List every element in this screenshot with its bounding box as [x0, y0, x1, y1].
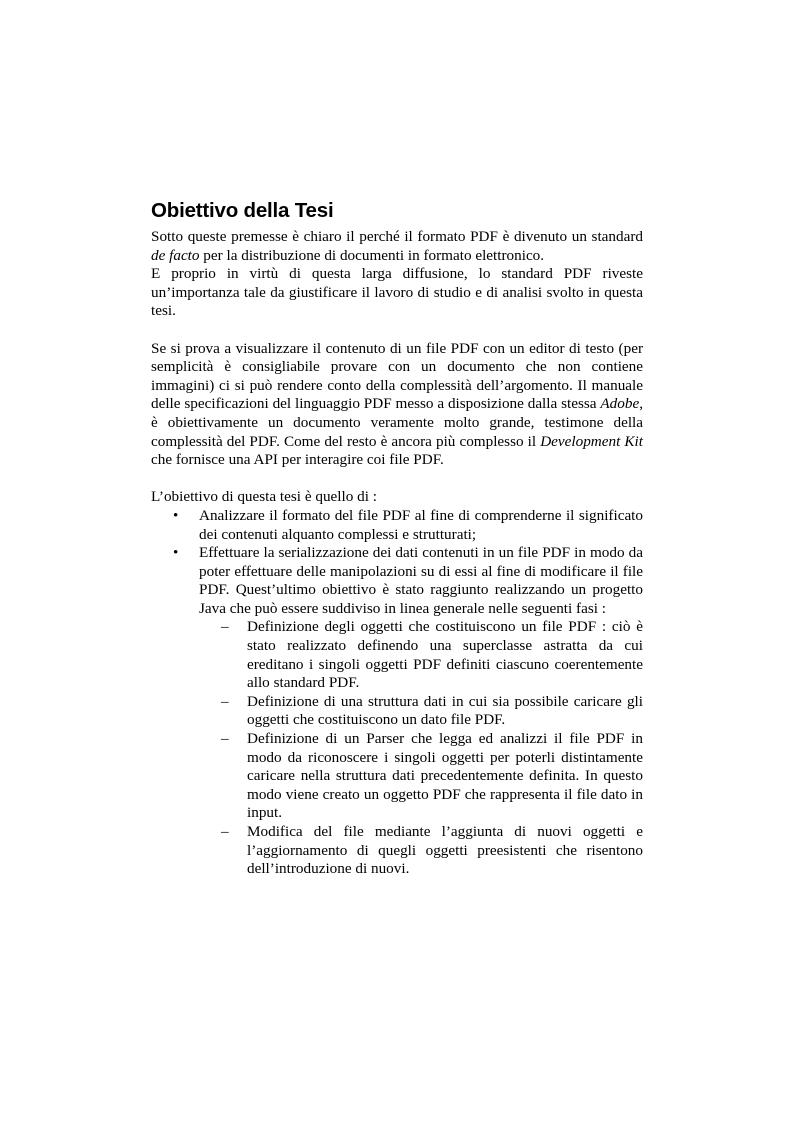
dash-icon: –	[221, 730, 229, 748]
paragraph-diffusion: E proprio in virtù di questa larga diffusione, lo standard PDF riveste un’importanza tale da giustificare il lavoro di studio e di analisi svolto in questa tesi.	[151, 265, 643, 320]
paragraph-complexity-text-2: , è obiettivamente un documento veramente molto grande, testimone della complessità del PDF. Come del resto è ancora più complesso il	[151, 395, 643, 450]
paragraph-spacer	[151, 321, 643, 340]
objectives-list	[151, 507, 643, 879]
bullet-icon: •	[173, 544, 179, 562]
paragraph-premise	[151, 228, 643, 265]
paragraph-complexity-text-1: Se si prova a visualizzare il contenuto di un file PDF con un editor di testo (per semplicità è consigliabile provare con un documento che non contiene immagini) ci si può rendere conto della complessità dell’argomento. Il manuale delle specificazioni del linguaggio PDF messo a disposizione dalla stessa	[151, 339, 643, 413]
dash-icon: –	[221, 618, 229, 636]
paragraph-premise-text-2: per la distribuzione di documenti in formato elettronico.	[199, 246, 545, 264]
list-item	[199, 618, 643, 692]
dash-icon: –	[221, 823, 229, 840]
list-item-text: Definizione di un Parser che legga ed analizzi il file PDF in modo da riconoscere i singoli oggetti per poterli distintamente caricare nella struttura dati precedentemente definita. In questo modo viene creato un oggetto PDF che rappresenta il file dato in input.	[247, 730, 643, 822]
list-item	[151, 544, 643, 879]
document-page	[151, 198, 643, 879]
list-item	[151, 507, 643, 544]
paragraph-complexity-emphasis-adobe: Adobe	[600, 395, 640, 413]
paragraph-complexity-emphasis-kit: Development Kit	[540, 432, 643, 450]
paragraph-spacer	[151, 470, 643, 489]
list-item-text: Analizzare il formato del file PDF al fine di comprenderne il significato dei contenuti alquanto complessi e strutturati;	[199, 506, 643, 543]
list-item-text: Definizione di una struttura dati in cui sia possibile caricare gli oggetti che costituiscono un dato file PDF.	[247, 692, 643, 729]
list-item-text: Definizione degli oggetti che costituiscono un file PDF : ciò è stato realizzato definendo una superclasse astratta da cui ereditano i singoli oggetti PDF definiti ciascuno coerentemente allo standard PDF.	[247, 618, 643, 692]
phases-list	[199, 618, 643, 878]
paragraph-complexity	[151, 340, 643, 470]
list-item	[199, 693, 643, 730]
list-item	[199, 823, 643, 879]
paragraph-premise-text-1: Sotto queste premesse è chiaro il perché il formato PDF è divenuto un standard	[151, 228, 643, 245]
list-item-text: Modifica del file mediante l’aggiunta di nuovi oggetti e l’aggiornamento di quegli oggetti preesistenti che risentono dell’introduzione di nuovi.	[247, 823, 643, 878]
dash-icon: –	[221, 692, 229, 710]
list-intro: L’obiettivo di questa tesi è quello di :	[151, 488, 377, 506]
list-item-text: Effettuare la serializzazione dei dati contenuti in un file PDF in modo da poter effettuare delle manipolazioni su di essi al fine di modificare il file PDF. Quest’ultimo obiettivo è stato raggiunto realizzando un progetto Java che può essere suddiviso in linea generale nelle seguenti fasi :	[199, 544, 643, 617]
list-item	[199, 730, 643, 823]
bullet-icon: •	[173, 506, 179, 524]
paragraph-complexity-text-3: che fornisce una API per interagire coi file PDF.	[151, 451, 444, 469]
section-heading: Obiettivo della Tesi	[151, 199, 334, 222]
paragraph-premise-emphasis: de facto	[151, 246, 200, 264]
